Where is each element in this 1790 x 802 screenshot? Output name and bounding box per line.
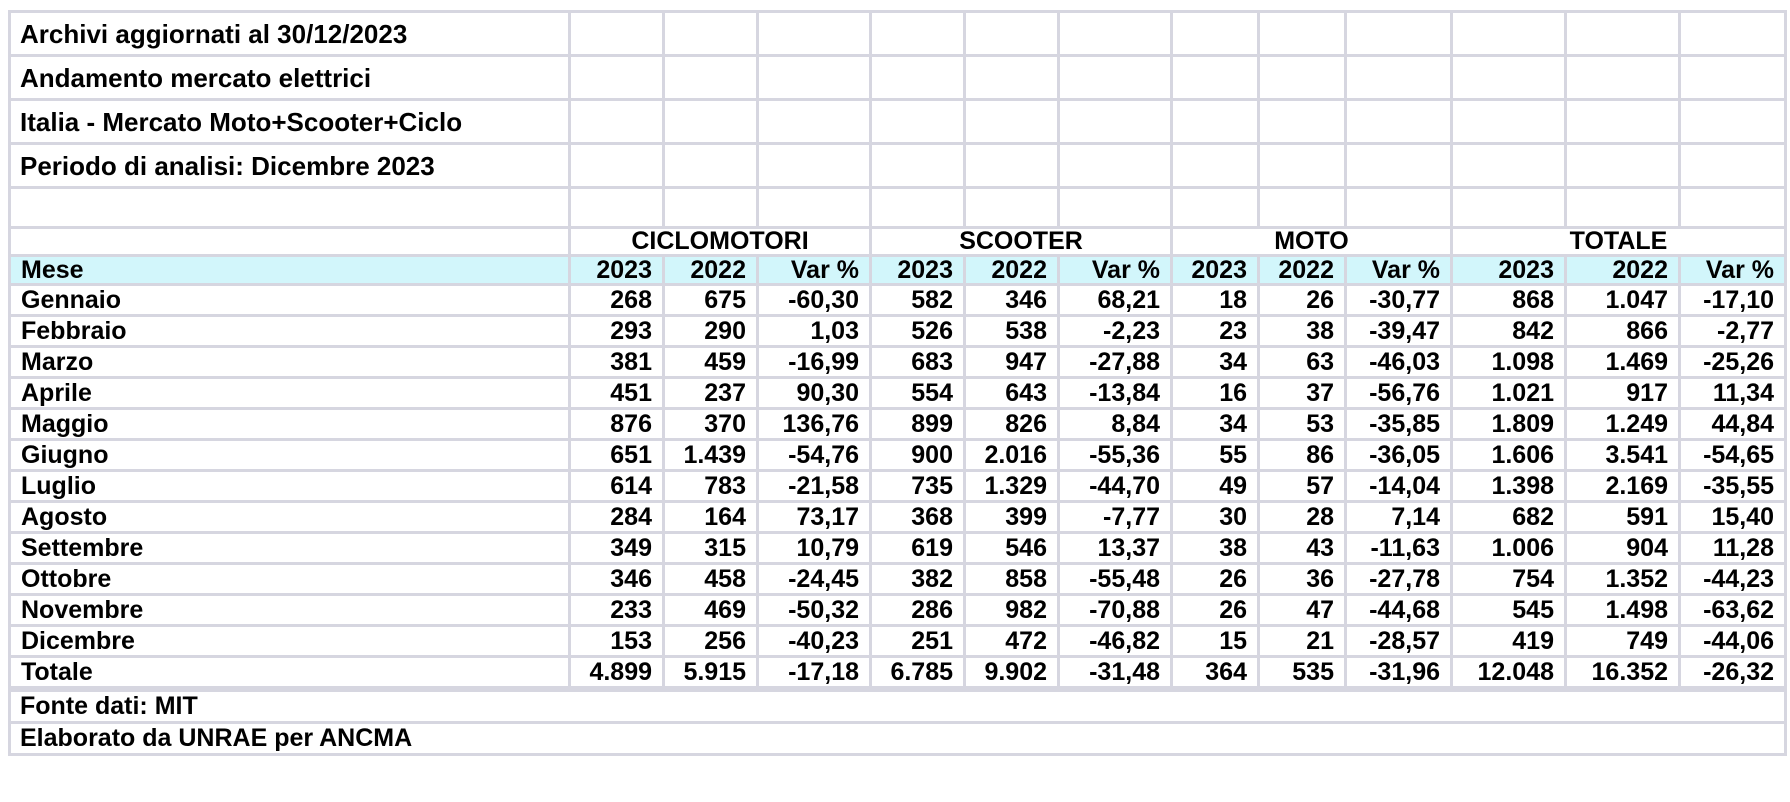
value-cell-scooter-var: -7,77 (1059, 502, 1172, 533)
value-cell-scooter-2023: 6.785 (871, 657, 965, 690)
table-row (10, 626, 1786, 657)
empty-cell (1680, 188, 1786, 228)
meta-row (10, 12, 1786, 56)
value-cell-ciclomotori-2022: 315 (664, 533, 758, 564)
column-header-ciclomotori-2022: 2022 (664, 256, 758, 285)
value-cell-moto-2023: 34 (1172, 347, 1259, 378)
value-cell-scooter-2022: 2.016 (965, 440, 1059, 471)
value-cell-scooter-2023: 382 (871, 564, 965, 595)
empty-cell (10, 228, 570, 256)
empty-cell (1259, 100, 1346, 144)
month-cell: Giugno (10, 440, 570, 471)
empty-cell (1452, 144, 1566, 188)
empty-cell (664, 188, 758, 228)
value-cell-totale-var: -54,65 (1680, 440, 1786, 471)
value-cell-scooter-2022: 947 (965, 347, 1059, 378)
value-cell-ciclomotori-var: -24,45 (758, 564, 871, 595)
value-cell-ciclomotori-2023: 381 (570, 347, 664, 378)
value-cell-totale-2022: 16.352 (1566, 657, 1680, 690)
value-cell-totale-var: 11,28 (1680, 533, 1786, 564)
table-row (10, 595, 1786, 626)
value-cell-totale-2023: 419 (1452, 626, 1566, 657)
value-cell-totale-var: 15,40 (1680, 502, 1786, 533)
value-cell-totale-var: -44,06 (1680, 626, 1786, 657)
table-row (10, 378, 1786, 409)
value-cell-moto-var: -14,04 (1346, 471, 1452, 502)
value-cell-totale-2023: 1.809 (1452, 409, 1566, 440)
value-cell-totale-var: -2,77 (1680, 316, 1786, 347)
empty-cell (1059, 188, 1172, 228)
column-header-row (10, 256, 1786, 285)
value-cell-totale-2022: 3.541 (1566, 440, 1680, 471)
value-cell-scooter-2023: 900 (871, 440, 965, 471)
value-cell-scooter-var: -70,88 (1059, 595, 1172, 626)
value-cell-scooter-2023: 286 (871, 595, 965, 626)
value-cell-totale-2022: 904 (1566, 533, 1680, 564)
value-cell-scooter-var: 13,37 (1059, 533, 1172, 564)
market-table (8, 10, 1787, 756)
value-cell-ciclomotori-2022: 256 (664, 626, 758, 657)
empty-cell (758, 188, 871, 228)
value-cell-moto-2022: 86 (1259, 440, 1346, 471)
value-cell-scooter-var: 68,21 (1059, 285, 1172, 316)
value-cell-moto-2022: 53 (1259, 409, 1346, 440)
value-cell-moto-var: -56,76 (1346, 378, 1452, 409)
value-cell-scooter-2022: 346 (965, 285, 1059, 316)
value-cell-totale-var: -44,23 (1680, 564, 1786, 595)
value-cell-moto-var: -30,77 (1346, 285, 1452, 316)
value-cell-scooter-2022: 9.902 (965, 657, 1059, 690)
empty-cell (570, 12, 664, 56)
value-cell-scooter-var: -2,23 (1059, 316, 1172, 347)
value-cell-scooter-var: -46,82 (1059, 626, 1172, 657)
column-header-scooter-2022: 2022 (965, 256, 1059, 285)
value-cell-moto-2023: 364 (1172, 657, 1259, 690)
value-cell-ciclomotori-2022: 675 (664, 285, 758, 316)
value-cell-scooter-2023: 368 (871, 502, 965, 533)
value-cell-totale-2022: 591 (1566, 502, 1680, 533)
value-cell-totale-2022: 917 (1566, 378, 1680, 409)
value-cell-moto-2022: 37 (1259, 378, 1346, 409)
value-cell-ciclomotori-2022: 237 (664, 378, 758, 409)
value-cell-moto-2022: 36 (1259, 564, 1346, 595)
empty-cell (758, 100, 871, 144)
empty-cell (1172, 100, 1259, 144)
value-cell-totale-2023: 1.006 (1452, 533, 1566, 564)
empty-cell (1452, 100, 1566, 144)
value-cell-moto-2023: 30 (1172, 502, 1259, 533)
value-cell-ciclomotori-2022: 459 (664, 347, 758, 378)
value-cell-moto-var: -46,03 (1346, 347, 1452, 378)
empty-cell (664, 12, 758, 56)
value-cell-moto-var: -44,68 (1346, 595, 1452, 626)
empty-cell (871, 144, 965, 188)
value-cell-moto-2022: 47 (1259, 595, 1346, 626)
value-cell-ciclomotori-2022: 458 (664, 564, 758, 595)
value-cell-totale-2022: 866 (1566, 316, 1680, 347)
empty-cell (1172, 56, 1259, 100)
value-cell-moto-2022: 21 (1259, 626, 1346, 657)
value-cell-totale-2023: 545 (1452, 595, 1566, 626)
value-cell-moto-2022: 26 (1259, 285, 1346, 316)
value-cell-scooter-2022: 643 (965, 378, 1059, 409)
value-cell-totale-2022: 1.249 (1566, 409, 1680, 440)
month-column-header: Mese (10, 256, 570, 285)
value-cell-ciclomotori-2022: 164 (664, 502, 758, 533)
value-cell-ciclomotori-2023: 153 (570, 626, 664, 657)
value-cell-scooter-2022: 538 (965, 316, 1059, 347)
month-cell: Febbraio (10, 316, 570, 347)
empty-cell (1680, 12, 1786, 56)
value-cell-scooter-2023: 582 (871, 285, 965, 316)
value-cell-scooter-2023: 899 (871, 409, 965, 440)
value-cell-scooter-var: -13,84 (1059, 378, 1172, 409)
value-cell-ciclomotori-2023: 349 (570, 533, 664, 564)
value-cell-scooter-2022: 982 (965, 595, 1059, 626)
month-cell: Aprile (10, 378, 570, 409)
value-cell-totale-2022: 2.169 (1566, 471, 1680, 502)
value-cell-moto-2022: 535 (1259, 657, 1346, 690)
value-cell-scooter-var: -27,88 (1059, 347, 1172, 378)
empty-cell (1172, 144, 1259, 188)
empty-cell (1259, 188, 1346, 228)
value-cell-totale-2022: 1.352 (1566, 564, 1680, 595)
table-row (10, 471, 1786, 502)
value-cell-scooter-2022: 858 (965, 564, 1059, 595)
value-cell-moto-2023: 16 (1172, 378, 1259, 409)
empty-cell (1346, 144, 1452, 188)
value-cell-scooter-2023: 619 (871, 533, 965, 564)
report-title: Andamento mercato elettrici (10, 56, 570, 100)
value-cell-scooter-2022: 546 (965, 533, 1059, 564)
table-row (10, 347, 1786, 378)
column-header-ciclomotori-2023: 2023 (570, 256, 664, 285)
value-cell-totale-2023: 754 (1452, 564, 1566, 595)
empty-cell (1680, 56, 1786, 100)
empty-cell (570, 144, 664, 188)
empty-cell (664, 56, 758, 100)
value-cell-totale-2023: 1.098 (1452, 347, 1566, 378)
meta-row (10, 56, 1786, 100)
value-cell-ciclomotori-var: -50,32 (758, 595, 871, 626)
empty-cell (1172, 188, 1259, 228)
value-cell-totale-2023: 682 (1452, 502, 1566, 533)
column-header-moto-2023: 2023 (1172, 256, 1259, 285)
value-cell-ciclomotori-2023: 284 (570, 502, 664, 533)
value-cell-totale-var: -35,55 (1680, 471, 1786, 502)
value-cell-moto-var: -36,05 (1346, 440, 1452, 471)
empty-cell (1059, 100, 1172, 144)
value-cell-moto-2023: 26 (1172, 595, 1259, 626)
value-cell-moto-2023: 26 (1172, 564, 1259, 595)
value-cell-moto-var: -11,63 (1346, 533, 1452, 564)
value-cell-scooter-2022: 399 (965, 502, 1059, 533)
archive-date-label: Archivi aggiornati al 30/12/2023 (10, 12, 570, 56)
value-cell-scooter-var: -31,48 (1059, 657, 1172, 690)
group-header-totale: TOTALE (1452, 228, 1786, 256)
empty-cell (871, 188, 965, 228)
value-cell-ciclomotori-var: -21,58 (758, 471, 871, 502)
group-header-scooter: SCOOTER (871, 228, 1172, 256)
empty-cell (871, 56, 965, 100)
value-cell-moto-2022: 63 (1259, 347, 1346, 378)
group-header-row (10, 228, 1786, 256)
value-cell-totale-var: -26,32 (1680, 657, 1786, 690)
empty-cell (1172, 12, 1259, 56)
empty-cell (1452, 188, 1566, 228)
meta-row (10, 144, 1786, 188)
empty-cell (570, 188, 664, 228)
empty-cell (758, 144, 871, 188)
empty-cell (1566, 188, 1680, 228)
empty-cell (570, 56, 664, 100)
empty-cell (758, 12, 871, 56)
group-header-ciclomotori: CICLOMOTORI (570, 228, 871, 256)
empty-cell (1566, 144, 1680, 188)
value-cell-scooter-2023: 554 (871, 378, 965, 409)
value-cell-totale-var: -17,10 (1680, 285, 1786, 316)
value-cell-moto-var: -28,57 (1346, 626, 1452, 657)
table-row (10, 533, 1786, 564)
value-cell-scooter-2022: 472 (965, 626, 1059, 657)
value-cell-ciclomotori-2022: 370 (664, 409, 758, 440)
empty-cell (1346, 12, 1452, 56)
month-cell: Settembre (10, 533, 570, 564)
value-cell-ciclomotori-var: 73,17 (758, 502, 871, 533)
value-cell-totale-var: -25,26 (1680, 347, 1786, 378)
value-cell-moto-2022: 57 (1259, 471, 1346, 502)
column-header-totale-2022: 2022 (1566, 256, 1680, 285)
value-cell-ciclomotori-var: 1,03 (758, 316, 871, 347)
value-cell-moto-2023: 18 (1172, 285, 1259, 316)
value-cell-moto-2023: 38 (1172, 533, 1259, 564)
value-cell-totale-var: 44,84 (1680, 409, 1786, 440)
empty-cell (1259, 56, 1346, 100)
empty-cell (871, 100, 965, 144)
empty-cell (570, 100, 664, 144)
empty-cell (1059, 12, 1172, 56)
empty-cell (10, 188, 570, 228)
column-header-moto-2022: 2022 (1259, 256, 1346, 285)
value-cell-scooter-var: 8,84 (1059, 409, 1172, 440)
value-cell-moto-2023: 15 (1172, 626, 1259, 657)
value-cell-totale-2022: 1.469 (1566, 347, 1680, 378)
value-cell-moto-2022: 43 (1259, 533, 1346, 564)
value-cell-ciclomotori-2023: 293 (570, 316, 664, 347)
value-cell-ciclomotori-2022: 783 (664, 471, 758, 502)
table-row (10, 316, 1786, 347)
value-cell-ciclomotori-var: -40,23 (758, 626, 871, 657)
value-cell-scooter-2022: 826 (965, 409, 1059, 440)
value-cell-ciclomotori-2023: 651 (570, 440, 664, 471)
value-cell-totale-2022: 749 (1566, 626, 1680, 657)
value-cell-moto-var: -39,47 (1346, 316, 1452, 347)
month-cell: Luglio (10, 471, 570, 502)
value-cell-moto-2023: 55 (1172, 440, 1259, 471)
value-cell-moto-2023: 34 (1172, 409, 1259, 440)
footer-row (10, 723, 1786, 755)
month-cell: Marzo (10, 347, 570, 378)
empty-cell (965, 188, 1059, 228)
value-cell-ciclomotori-var: 90,30 (758, 378, 871, 409)
value-cell-scooter-2022: 1.329 (965, 471, 1059, 502)
empty-cell (664, 144, 758, 188)
month-cell: Novembre (10, 595, 570, 626)
value-cell-ciclomotori-2023: 876 (570, 409, 664, 440)
value-cell-scooter-var: -55,36 (1059, 440, 1172, 471)
empty-cell (664, 100, 758, 144)
value-cell-ciclomotori-var: -16,99 (758, 347, 871, 378)
footer-row (10, 689, 1786, 723)
value-cell-totale-2022: 1.047 (1566, 285, 1680, 316)
value-cell-totale-2023: 1.606 (1452, 440, 1566, 471)
empty-cell (1452, 12, 1566, 56)
value-cell-moto-2022: 28 (1259, 502, 1346, 533)
value-cell-ciclomotori-var: 136,76 (758, 409, 871, 440)
total-row (10, 657, 1786, 690)
column-header-totale-2023: 2023 (1452, 256, 1566, 285)
value-cell-moto-var: -35,85 (1346, 409, 1452, 440)
value-cell-ciclomotori-2023: 614 (570, 471, 664, 502)
value-cell-ciclomotori-2023: 451 (570, 378, 664, 409)
value-cell-ciclomotori-var: -54,76 (758, 440, 871, 471)
market-scope-label: Italia - Mercato Moto+Scooter+Ciclo (10, 100, 570, 144)
table-row (10, 285, 1786, 316)
empty-cell (1452, 56, 1566, 100)
empty-cell (1680, 144, 1786, 188)
column-header-moto-var: Var % (1346, 256, 1452, 285)
empty-cell (1059, 56, 1172, 100)
table-row (10, 440, 1786, 471)
value-cell-ciclomotori-2022: 469 (664, 595, 758, 626)
month-cell: Totale (10, 657, 570, 690)
value-cell-ciclomotori-2022: 5.915 (664, 657, 758, 690)
column-header-scooter-2023: 2023 (871, 256, 965, 285)
value-cell-ciclomotori-2023: 233 (570, 595, 664, 626)
value-cell-ciclomotori-2023: 268 (570, 285, 664, 316)
empty-cell (1259, 12, 1346, 56)
value-cell-totale-2023: 868 (1452, 285, 1566, 316)
value-cell-totale-2023: 842 (1452, 316, 1566, 347)
value-cell-ciclomotori-var: -17,18 (758, 657, 871, 690)
empty-cell (1059, 144, 1172, 188)
value-cell-totale-2022: 1.498 (1566, 595, 1680, 626)
value-cell-moto-2022: 38 (1259, 316, 1346, 347)
analysis-period-label: Periodo di analisi: Dicembre 2023 (10, 144, 570, 188)
table-row (10, 409, 1786, 440)
value-cell-scooter-var: -44,70 (1059, 471, 1172, 502)
value-cell-ciclomotori-var: 10,79 (758, 533, 871, 564)
value-cell-totale-2023: 12.048 (1452, 657, 1566, 690)
blank-row (10, 188, 1786, 228)
empty-cell (1346, 188, 1452, 228)
empty-cell (965, 56, 1059, 100)
column-header-ciclomotori-var: Var % (758, 256, 871, 285)
value-cell-ciclomotori-var: -60,30 (758, 285, 871, 316)
value-cell-totale-var: 11,34 (1680, 378, 1786, 409)
value-cell-scooter-2023: 251 (871, 626, 965, 657)
data-source-note: Fonte dati: MIT (10, 689, 1786, 723)
empty-cell (1566, 100, 1680, 144)
column-header-totale-var: Var % (1680, 256, 1786, 285)
value-cell-moto-var: -27,78 (1346, 564, 1452, 595)
value-cell-scooter-2023: 683 (871, 347, 965, 378)
month-cell: Agosto (10, 502, 570, 533)
value-cell-scooter-2023: 735 (871, 471, 965, 502)
empty-cell (1566, 56, 1680, 100)
empty-cell (965, 144, 1059, 188)
value-cell-ciclomotori-2023: 4.899 (570, 657, 664, 690)
value-cell-moto-var: -31,96 (1346, 657, 1452, 690)
column-header-scooter-var: Var % (1059, 256, 1172, 285)
value-cell-ciclomotori-2022: 290 (664, 316, 758, 347)
empty-cell (758, 56, 871, 100)
value-cell-moto-var: 7,14 (1346, 502, 1452, 533)
empty-cell (965, 12, 1059, 56)
table-row (10, 564, 1786, 595)
value-cell-totale-var: -63,62 (1680, 595, 1786, 626)
value-cell-moto-2023: 23 (1172, 316, 1259, 347)
empty-cell (1346, 100, 1452, 144)
value-cell-scooter-var: -55,48 (1059, 564, 1172, 595)
empty-cell (1566, 12, 1680, 56)
empty-cell (871, 12, 965, 56)
empty-cell (1346, 56, 1452, 100)
month-cell: Ottobre (10, 564, 570, 595)
elaboration-note: Elaborato da UNRAE per ANCMA (10, 723, 1786, 755)
value-cell-totale-2023: 1.021 (1452, 378, 1566, 409)
group-header-moto: MOTO (1172, 228, 1452, 256)
month-cell: Gennaio (10, 285, 570, 316)
meta-row (10, 100, 1786, 144)
value-cell-ciclomotori-2023: 346 (570, 564, 664, 595)
empty-cell (1259, 144, 1346, 188)
empty-cell (965, 100, 1059, 144)
value-cell-totale-2023: 1.398 (1452, 471, 1566, 502)
empty-cell (1680, 100, 1786, 144)
table-body (10, 12, 1786, 755)
table-row (10, 502, 1786, 533)
month-cell: Dicembre (10, 626, 570, 657)
month-cell: Maggio (10, 409, 570, 440)
value-cell-moto-2023: 49 (1172, 471, 1259, 502)
value-cell-ciclomotori-2022: 1.439 (664, 440, 758, 471)
value-cell-scooter-2023: 526 (871, 316, 965, 347)
